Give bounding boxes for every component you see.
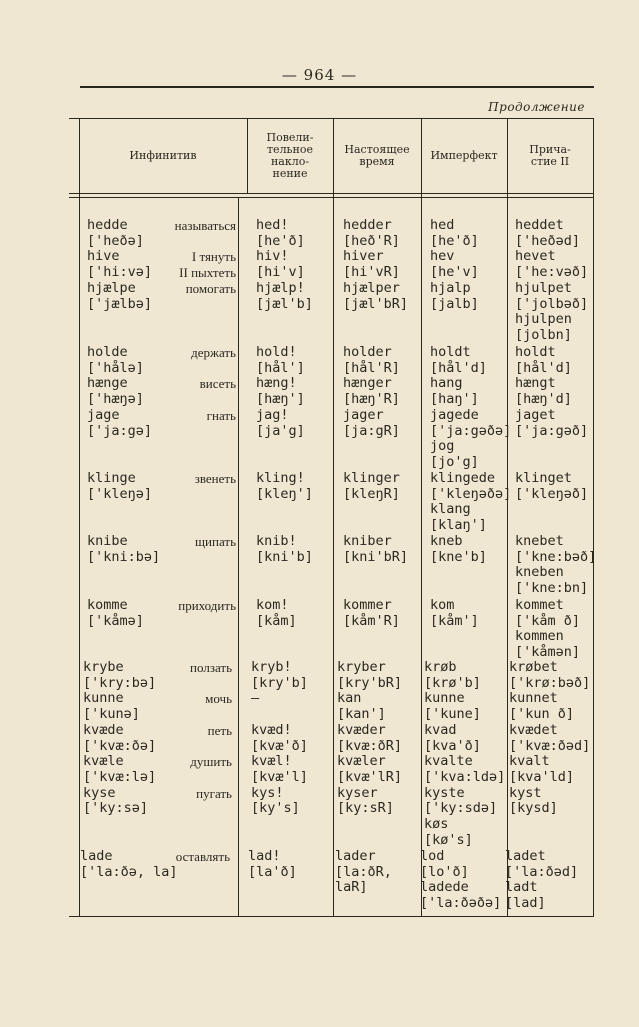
meaning-cell: называться I тянуть II пыхтеть помогать bbox=[174, 218, 236, 296]
infinitive-cell: komme ['kåmə] bbox=[87, 597, 144, 629]
preterite-cell: kneb [kne'b] bbox=[430, 533, 487, 565]
present-cell: kommer [kåm'R] bbox=[343, 597, 400, 629]
present-cell: kryber [kry'bR] kan [kan'] kvæder [kvæ:ðR] kvæler [kvæ'lR] kyser [ky:sR] bbox=[337, 659, 403, 817]
preterite-cell: holdt [hål'd] hang [haŋ'] jagede ['ja:gəðə] jog [jo'g] bbox=[430, 344, 512, 470]
col-divider-1 bbox=[238, 197, 239, 916]
meaning-cell: ползать мочь петь душить пугать bbox=[190, 660, 232, 801]
present-cell: klinger [kleŋR] bbox=[343, 470, 400, 502]
preterite-cell: krøb [krø'b] kunne ['kune] kvad [kva'ð] kvalte ['kva:ldə] kyste ['ky:sdə] køs [kø's] bbox=[424, 659, 506, 848]
participle-cell: kommet ['kåm ð] kommen ['kåmən] bbox=[515, 597, 581, 661]
meaning-cell: оставлять bbox=[175, 849, 230, 864]
right-border bbox=[593, 119, 594, 916]
participle-cell: klinget ['kleŋəð] bbox=[515, 470, 589, 502]
page-number: — 964 — bbox=[281, 66, 358, 84]
imperative-cell: lad! [la'ð] bbox=[248, 848, 297, 880]
infinitive-cell: krybe ['kry:bə] kunne ['kunə] kvæde ['kvæ:ðə] kvæle ['kvæ:lə] kyse ['ky:sə] bbox=[83, 659, 157, 817]
participle-cell: knebet ['kne:bəð] kneben ['kne:bn] bbox=[515, 533, 597, 597]
imperative-cell: kling! [kleŋ'] bbox=[256, 470, 313, 502]
infinitive-cell: holde ['hålə] hænge ['hæŋə] jage ['ja:gə] bbox=[87, 344, 153, 439]
header-preterite: Имперфект bbox=[430, 149, 498, 162]
infinitive-cell: klinge ['kleŋə] bbox=[87, 470, 153, 502]
col-divider-2 bbox=[333, 119, 334, 916]
present-cell: hedder [heð'R] hiver [hi'vR] hjælper [jæl'bR] bbox=[343, 217, 409, 312]
imperative-cell: hed! [he'ð] hiv! [hi'v] hjælp! [jæl'b] bbox=[256, 217, 313, 312]
participle-cell: ladet ['la:ðəd] ladt [lad] bbox=[505, 848, 579, 912]
header-rule-double bbox=[69, 197, 594, 198]
preterite-cell: hed [he'ð] hev [he'v] hjalp [jalb] bbox=[430, 217, 479, 312]
header-rule bbox=[69, 193, 594, 194]
imperative-cell: kom! [kåm] bbox=[256, 597, 297, 629]
imperative-cell: kryb! [kry'b] — kvæd! [kvæ'ð] kvæl! [kvæ'l] kys! [ky's] bbox=[251, 659, 308, 817]
meaning-cell: щипать bbox=[195, 534, 236, 549]
left-border bbox=[79, 119, 80, 916]
present-cell: holder [hål'R] hænger [hæŋ'R] jager [ja:gR] bbox=[343, 344, 400, 439]
continued-label: Продолжение bbox=[488, 100, 585, 114]
header-infinitive: Инфинитив bbox=[129, 149, 197, 162]
header-participle: Прича- стие II bbox=[529, 143, 571, 168]
infinitive-cell: lade ['la:ðə, la] bbox=[80, 848, 178, 880]
imperative-cell: knib! [kni'b] bbox=[256, 533, 313, 565]
participle-cell: krøbet ['krø:bəð] kunnet ['kun ð] kvædet ['kvæ:ðəd] kvalt [kva'ld] kyst [kysd] bbox=[509, 659, 591, 817]
preterite-cell: kom [kåm'] bbox=[430, 597, 479, 629]
col-divider-3 bbox=[421, 119, 422, 916]
infinitive-cell: hedde ['heðə] hive ['hi:və] hjælpe ['jælbə] bbox=[87, 217, 153, 312]
header-imperative: Повели- тельное накло- нение bbox=[266, 131, 314, 180]
meaning-cell: держать висеть гнать bbox=[191, 345, 236, 423]
infinitive-cell: knibe ['kni:bə] bbox=[87, 533, 161, 565]
present-cell: lader [la:ðR, laR] bbox=[335, 848, 392, 896]
participle-cell: heddet ['heðəd] hevet ['he:vəð] hjulpet ['jolbəð] hjulpen [jolbn] bbox=[515, 217, 589, 343]
present-cell: kniber [kni'bR] bbox=[343, 533, 409, 565]
meaning-cell: звенеть bbox=[194, 471, 236, 486]
header-present: Настоящее время bbox=[344, 143, 410, 168]
top-rule bbox=[80, 86, 594, 88]
imperative-cell: hold! [hål'] hæng! [hæŋ'] jag! [ja'g] bbox=[256, 344, 305, 439]
preterite-cell: klingede ['kleŋəðə] klang [klaŋ'] bbox=[430, 470, 512, 534]
participle-cell: holdt [hål'd] hængt [hæŋ'd] jaget ['ja:gəð] bbox=[515, 344, 589, 439]
meaning-cell: приходить bbox=[178, 598, 236, 613]
preterite-cell: lod [lo'ð] ladede ['la:ðəðə] bbox=[420, 848, 502, 912]
